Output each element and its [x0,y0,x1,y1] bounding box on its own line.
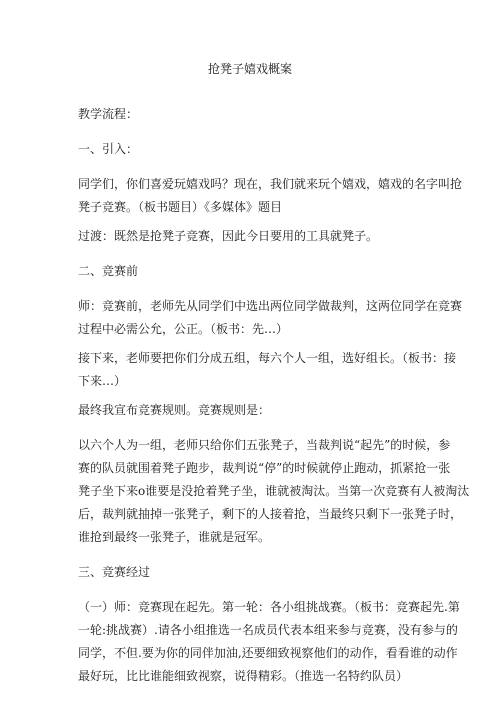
text-line-16: 三、竞赛经过 [78,565,151,579]
text-line-18: 一轮:挑战赛）.请各小组推选一名成员代表本组来参与竞赛，没有参与的 [78,623,458,637]
text-line-0: 教学流程： [78,107,139,121]
text-line-9: 下来…） [78,374,127,388]
text-line-7: 过程中必需公允，公正。（板书：先…） [78,322,289,336]
text-line-12: 赛的队员就围着凳子跑步，裁判说“停”的时候就停止跑动，抓紧抢一张 [78,461,451,475]
text-line-13: 凳子坐下来o谁要是没抢着凳子坐，谁就被淘汰。当第一次竞赛有人被淘汰 [78,484,470,498]
text-line-11: 以六个人为一组，老师只给你们五张凳子，当裁判说“起先”的时候，参 [78,438,451,452]
text-line-10: 最终我宣布竞赛规则。竞赛规则是： [78,403,271,417]
text-line-2: 同学们，你们喜爱玩嬉戏吗？现在，我们就来玩个嬉戏，嬉戏的名字叫抢 [78,177,463,191]
text-line-5: 二、竞赛前 [78,264,139,278]
text-line-17: （一）师：竞赛现在起先。第一轮：各小组挑战赛。（板书：竞赛起先.第 [78,600,460,614]
text-line-1: 一、引入： [78,142,139,156]
text-line-14: 后，裁判就抽掉一张凳子，剩下的人接着抢，当最终只剩下一张凳子时， [78,507,463,521]
text-line-19: 同学，不但.要为你的同伴加油,还要细致视察他们的动作，看看谁的动作 [78,646,458,660]
text-line-3: 凳子竞赛。（板书题目）《多媒体》题目 [78,200,283,214]
text-line-6: 师：竞赛前，老师先从同学们中选出两位同学做裁判，这两位同学在竞赛 [78,299,463,313]
text-line-20: 最好玩，比比谁能细致视察，说得精彩。（推选一名特约队员） [78,669,409,683]
text-line-8: 接下来，老师要把你们分成五组，每六个人一组，选好组长。（板书：接 [78,351,457,365]
text-line-15: 谁抢到最终一张凳子，谁就是冠军。 [78,530,271,544]
text-line-4: 过渡：既然是抢凳子竞赛，因此今日要用的工具就凳子。 [78,229,379,243]
document-title: 抢凳子嬉戏概案 [207,62,292,76]
